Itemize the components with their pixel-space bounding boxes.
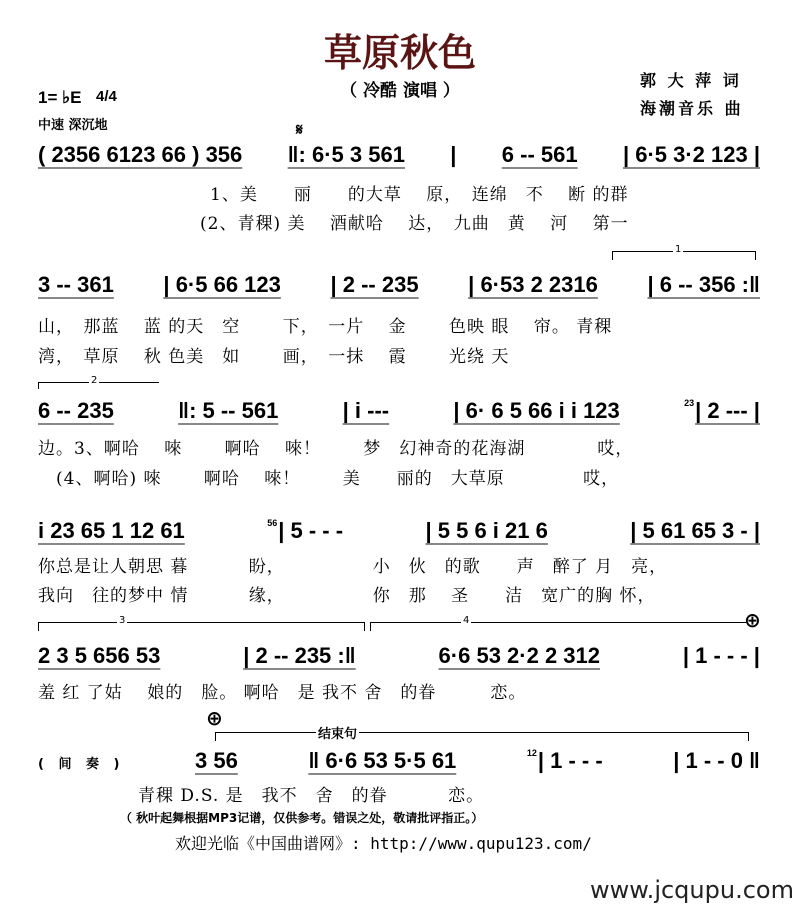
measure: | 6· 6 5 66 i i 123 [453, 398, 620, 423]
singer: （ 冷酷 演唱 ） [340, 81, 460, 101]
measure: | 5 61 65 3 - | [630, 518, 760, 543]
notation-system [38, 518, 760, 544]
notation-system [38, 142, 760, 168]
ending-bracket [215, 727, 749, 742]
measure: | 5 - - - [278, 518, 344, 543]
lyrics-line: (4、啊哈) 唻 啊哈 唻！ 美 丽的 大草原 哎， [38, 469, 620, 489]
volta-bracket [38, 615, 365, 631]
lyrics-line: (2、青稞) 美 酒献哈 达， 九曲 黄 河 第一 [200, 214, 629, 234]
time-signature-value: 4/4 [96, 88, 117, 105]
notation-system [38, 748, 760, 774]
measure: 3 -- 361 [38, 272, 114, 297]
lyrics-line: 我向 往的梦中 情 缘， 你 那 圣 洁 宽广的胸 怀， [38, 586, 656, 606]
lyrics-line: 你总是让人朝思 暮 盼， 小 伙 的歌 声 醉了 月 亮， [38, 557, 668, 577]
coda-icon: ⊕ [206, 706, 223, 730]
interlude-label: ( 间 奏 ) [38, 757, 125, 772]
grace-note: 56 [267, 518, 278, 528]
measure: | i --- [342, 398, 390, 423]
watermark: www.jcqupu.com [590, 876, 794, 904]
measure-group [267, 518, 343, 544]
measure: ‖: 6·5 3 561 [287, 142, 405, 167]
volta-bracket [612, 244, 756, 260]
lyrics-line: 湾， 草原 秋 色美 如 画， 一抹 霞 光绕 天 [38, 347, 510, 367]
composer: 海潮音乐 曲 [640, 99, 744, 118]
measure: 6·6 53 2·2 2 312 [438, 643, 601, 668]
tempo: 中速 深沉地 [38, 118, 108, 133]
measure: | 1 - - 0 ‖ [673, 748, 760, 773]
site-credit: 欢迎光临《中国曲谱网》: http://www.qupu123.com/ [175, 834, 592, 853]
measure: | 1 - - - [537, 748, 603, 773]
measure: ( 2356 6123 66 ) 356 [38, 142, 243, 167]
lyrics-line: 1、美 丽 的大草 原， 连绵 不 断 的群 [210, 185, 629, 205]
volta-bracket [38, 375, 159, 389]
measure: | 6 -- 356 :‖ [647, 272, 760, 297]
notation-system [38, 398, 760, 424]
measure: | 1 - - - | [682, 643, 760, 668]
notation-system [38, 643, 760, 669]
lyrics-line: 山， 那蓝 蓝 的天 空 下， 一片 金 色映 眼 帘。 青稞 [38, 317, 613, 337]
lyrics-line: 青稞 D.S. 是 我不 舍 的眷 恋。 [138, 786, 485, 806]
measure-group [684, 398, 760, 424]
volta-number: 3 [119, 615, 126, 626]
lyrics-line: 边。3、啊哈 唻 啊哈 唻！ 梦 幻神奇的花海湖 哎， [38, 439, 634, 459]
measure: | 2 --- | [695, 398, 760, 423]
measure: i 23 65 1 12 61 [38, 518, 185, 543]
segno-icon: 𝄋 [296, 120, 303, 139]
time-signature [96, 88, 117, 105]
measure: | 6·5 3·2 123 | [622, 142, 760, 167]
ending-label: 结束句 [316, 723, 359, 742]
coda-icon: ⊕ [744, 608, 761, 632]
volta-number: 2 [91, 375, 98, 386]
key-signature: 1= ♭E [38, 88, 82, 107]
measure-group [527, 748, 603, 774]
lyricist: 郭 大 萍 词 [640, 71, 742, 90]
transcription-note: （ 秋叶起舞根据MP3记谱，仅供参考。错误之处，敬请批评指正。） [120, 811, 484, 825]
measure: 3 56 [195, 748, 238, 773]
measure: ‖ 6·6 53 5·5 61 [308, 748, 457, 773]
lyrics-line: 羞 红 了姑 娘的 脸。 啊哈 是 我不 舍 的眷 恋。 [38, 683, 527, 703]
measure: | 2 -- 235 [330, 272, 419, 297]
measure: 2 3 5 656 53 [38, 643, 161, 668]
volta-number: 1 [675, 244, 682, 255]
measure: | 6·5 66 123 [163, 272, 281, 297]
measure: 6 -- 235 [38, 398, 114, 423]
volta-bracket [370, 615, 746, 631]
measure: ‖: 5 -- 561 [178, 398, 279, 423]
grace-note: 12 [526, 748, 537, 758]
notation-system [38, 272, 760, 298]
barline: | [450, 142, 457, 167]
measure: | 5 5 6 i 21 6 [425, 518, 548, 543]
grace-note: 23 [684, 398, 695, 408]
measure: | 2 -- 235 :‖ [243, 643, 356, 668]
volta-number: 4 [463, 615, 470, 626]
song-title: 草原秋色 [323, 31, 476, 75]
measure: | 6·53 2 2316 [468, 272, 598, 297]
measure: 6 -- 561 [501, 142, 578, 167]
